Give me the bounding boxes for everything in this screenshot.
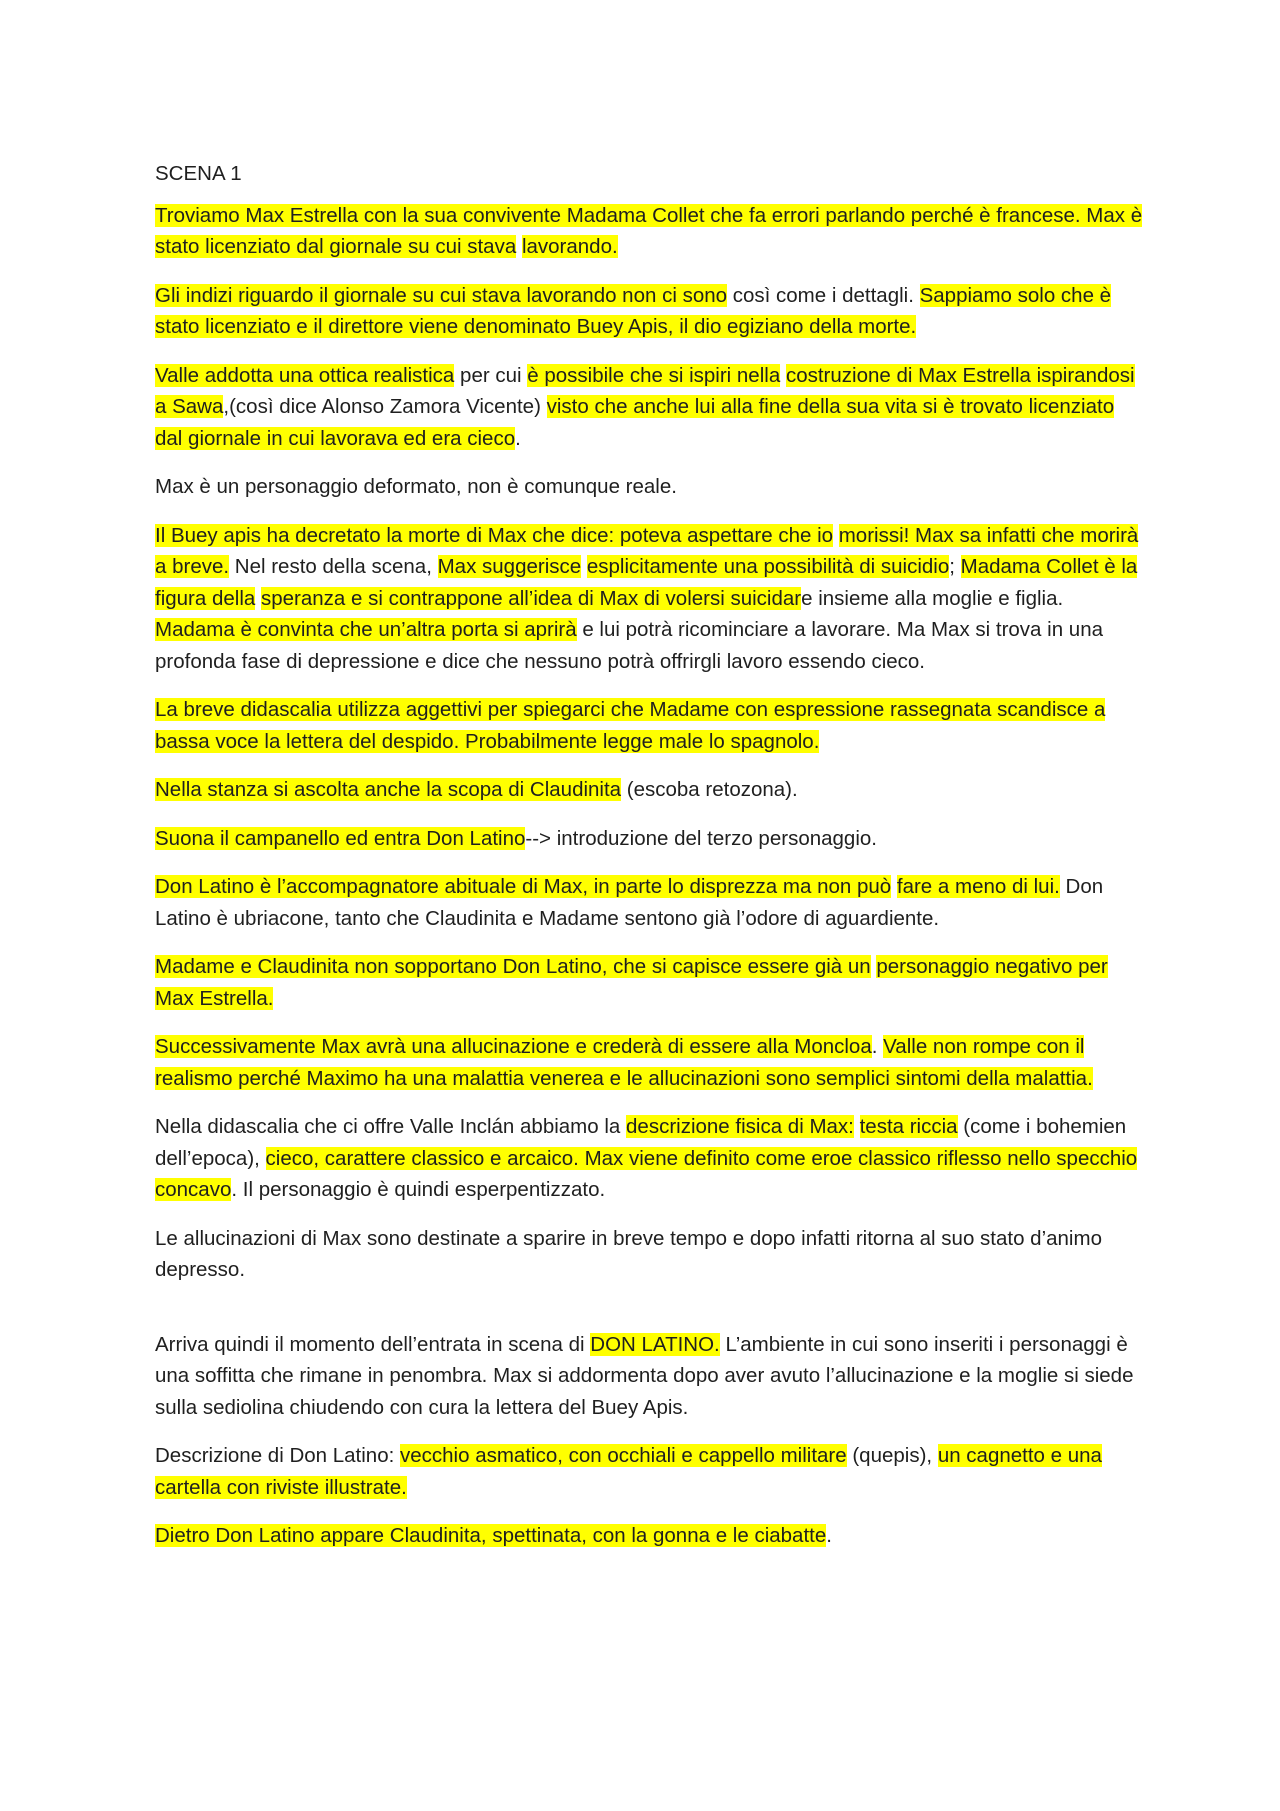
paragraph bbox=[155, 520, 1145, 678]
text-segment: Nel resto della scena, bbox=[229, 555, 438, 578]
document-page bbox=[155, 158, 1145, 1569]
highlighted-text: DON LATINO. bbox=[590, 1332, 720, 1356]
text-segment: e lui potrà ricominciare a lavorare. Ma Max si trova in una profonda fase di depressione e dice che nessuno potrà offrirgli lavoro essendo cieco. bbox=[155, 618, 1104, 673]
highlighted-text: esplicitamente una possibilità di suicidio bbox=[586, 555, 950, 578]
highlighted-text: un cagnetto e una cartella con riviste illustrate. bbox=[155, 1444, 1102, 1499]
highlighted-text: vecchio asmatico, con occhiali e cappello militare bbox=[400, 1444, 847, 1467]
text-segment: Descrizione di Don Latino: bbox=[155, 1444, 400, 1467]
text-segment: ,(così dice Alonso Zamora Vicente) bbox=[223, 395, 547, 418]
document-body bbox=[155, 200, 1145, 1552]
highlighted-text: Nella stanza si ascolta anche la scopa di Claudinita bbox=[155, 778, 622, 801]
text-segment: L’ambiente in cui sono inseriti i personaggi è una soffitta che rimane in penombra. Max si addormenta dopo aver avuto l’allucinazione e la moglie si siede sulla sediolina chiudendo con cura la lettera del Buey Apis. bbox=[155, 1332, 1134, 1419]
highlighted-text: Valle addotta una ottica realistica bbox=[155, 363, 455, 387]
paragraph bbox=[155, 774, 1145, 806]
text-segment: Nella didascalia che ci offre Valle Inclán abbiamo la bbox=[155, 1115, 627, 1138]
highlighted-text: Madama Collet è la figura della bbox=[155, 555, 1138, 610]
highlighted-text: speranza e si contrappone all’idea di Max di volersi suicidar bbox=[261, 586, 802, 610]
text-segment: Arriva quindi il momento dell’entrata in scena di bbox=[155, 1332, 591, 1356]
text-segment: (escoba retozona). bbox=[621, 778, 798, 801]
highlighted-text: Suona il campanello ed entra Don Latino bbox=[155, 826, 526, 850]
highlighted-text: Troviamo Max Estrella con la sua convivente Madama Collet che fa errori parlando perché è francese. Max è stato licenziato dal giornale su cui stava bbox=[155, 203, 1143, 258]
text-segment: e insieme alla moglie e figlia. bbox=[801, 586, 1064, 610]
text-segment bbox=[833, 524, 839, 547]
highlighted-text: descrizione fisica di Max: bbox=[626, 1115, 854, 1138]
paragraph bbox=[155, 951, 1145, 1014]
text-segment: . bbox=[515, 426, 521, 450]
highlighted-text: La breve didascalia utilizza aggettivi per spiegarci che Madame con espressione rassegnata scandisce a bassa voce la lettera del despido. Probabilmente legge male lo spagnolo. bbox=[155, 698, 1106, 753]
highlighted-text: visto che anche lui alla fine della sua vita si è trovato licenziato dal giornale in cui lavorava ed era cieco bbox=[155, 395, 1115, 450]
highlighted-text: Valle non rompe con il realismo perché Maximo ha una malattia venerea e le allucinazioni sono semplici sintomi della malattia. bbox=[155, 1035, 1093, 1090]
text-segment: Le allucinazioni di Max sono destinate a sparire in breve tempo e dopo infatti ritorna al suo stato d’animo depresso. bbox=[155, 1226, 1102, 1281]
text-segment: . bbox=[871, 1035, 884, 1058]
paragraph bbox=[155, 823, 1145, 855]
highlighted-text: Madame e Claudinita non sopportano Don Latino, che si capisce essere già un bbox=[155, 955, 871, 978]
paragraph bbox=[155, 871, 1145, 934]
text-segment: per cui bbox=[454, 363, 528, 387]
highlighted-text: Don Latino è l’accompagnatore abituale di Max, in parte lo disprezza ma non può bbox=[155, 875, 892, 898]
text-segment: (quepis), bbox=[846, 1444, 938, 1467]
paragraph bbox=[155, 1031, 1145, 1094]
highlighted-text: Gli indizi riguardo il giornale su cui stava lavorando non ci sono bbox=[155, 283, 728, 307]
highlighted-text: Successivamente Max avrà una allucinazione e crederà di essere alla Moncloa bbox=[155, 1035, 872, 1058]
paragraph bbox=[155, 360, 1145, 455]
highlighted-text: Madama è convinta che un’altra porta si aprirà bbox=[155, 618, 577, 641]
paragraph bbox=[155, 1440, 1145, 1503]
text-segment bbox=[854, 1115, 860, 1138]
paragraph bbox=[155, 1223, 1145, 1286]
paragraph bbox=[155, 1111, 1145, 1206]
highlighted-text: lavorando. bbox=[521, 235, 618, 258]
highlighted-text: fare a meno di lui. bbox=[896, 875, 1060, 898]
highlighted-text: Max suggerisce bbox=[437, 555, 582, 578]
paragraph bbox=[155, 471, 1145, 503]
paragraph bbox=[155, 1329, 1145, 1424]
text-segment: . bbox=[826, 1524, 832, 1547]
text-segment: Max è un personaggio deformato, non è comunque reale. bbox=[155, 475, 677, 498]
highlighted-text: Il Buey apis ha decretato la morte di Max che dice: poteva aspettare che io bbox=[155, 523, 834, 547]
paragraph bbox=[155, 280, 1145, 343]
text-segment: ; bbox=[949, 555, 961, 578]
scene-heading: SCENA 1 bbox=[155, 162, 242, 185]
highlighted-text: Dietro Don Latino appare Claudinita, spettinata, con la gonna e le ciabatte bbox=[155, 1524, 827, 1547]
text-segment: (come i bohemien dell’epoca), bbox=[155, 1115, 1127, 1170]
highlighted-text: morissi! Max sa infatti che morirà a breve. bbox=[155, 523, 1139, 578]
highlighted-text: personaggio negativo per Max Estrella. bbox=[155, 955, 1108, 1010]
paragraph bbox=[155, 694, 1145, 757]
text-segment: --> introduzione del terzo personaggio. bbox=[525, 826, 877, 850]
text-segment: Don Latino è ubriacone, tanto che Claudinita e Madame sentono già l’odore di aguardiente. bbox=[155, 875, 1104, 930]
highlighted-text: costruzione di Max Estrella ispirandosi a Sawa bbox=[155, 363, 1135, 418]
paragraph-gap bbox=[155, 1303, 1145, 1329]
highlighted-text: Sappiamo solo che è stato licenziato e il direttore viene denominato Buey Apis, il dio egiziano della morte. bbox=[155, 283, 1112, 338]
highlighted-text: è possibile che si ispiri nella bbox=[527, 363, 781, 387]
highlighted-text: testa riccia bbox=[859, 1115, 958, 1138]
paragraph bbox=[155, 1520, 1145, 1552]
text-segment: così come i dettagli. bbox=[727, 283, 920, 307]
paragraph bbox=[155, 200, 1145, 263]
text-segment: . Il personaggio è quindi esperpentizzato. bbox=[231, 1178, 606, 1201]
highlighted-text: cieco, carattere classico e arcaico. Max viene definito come eroe classico riflesso nello specchio concavo bbox=[155, 1146, 1138, 1201]
